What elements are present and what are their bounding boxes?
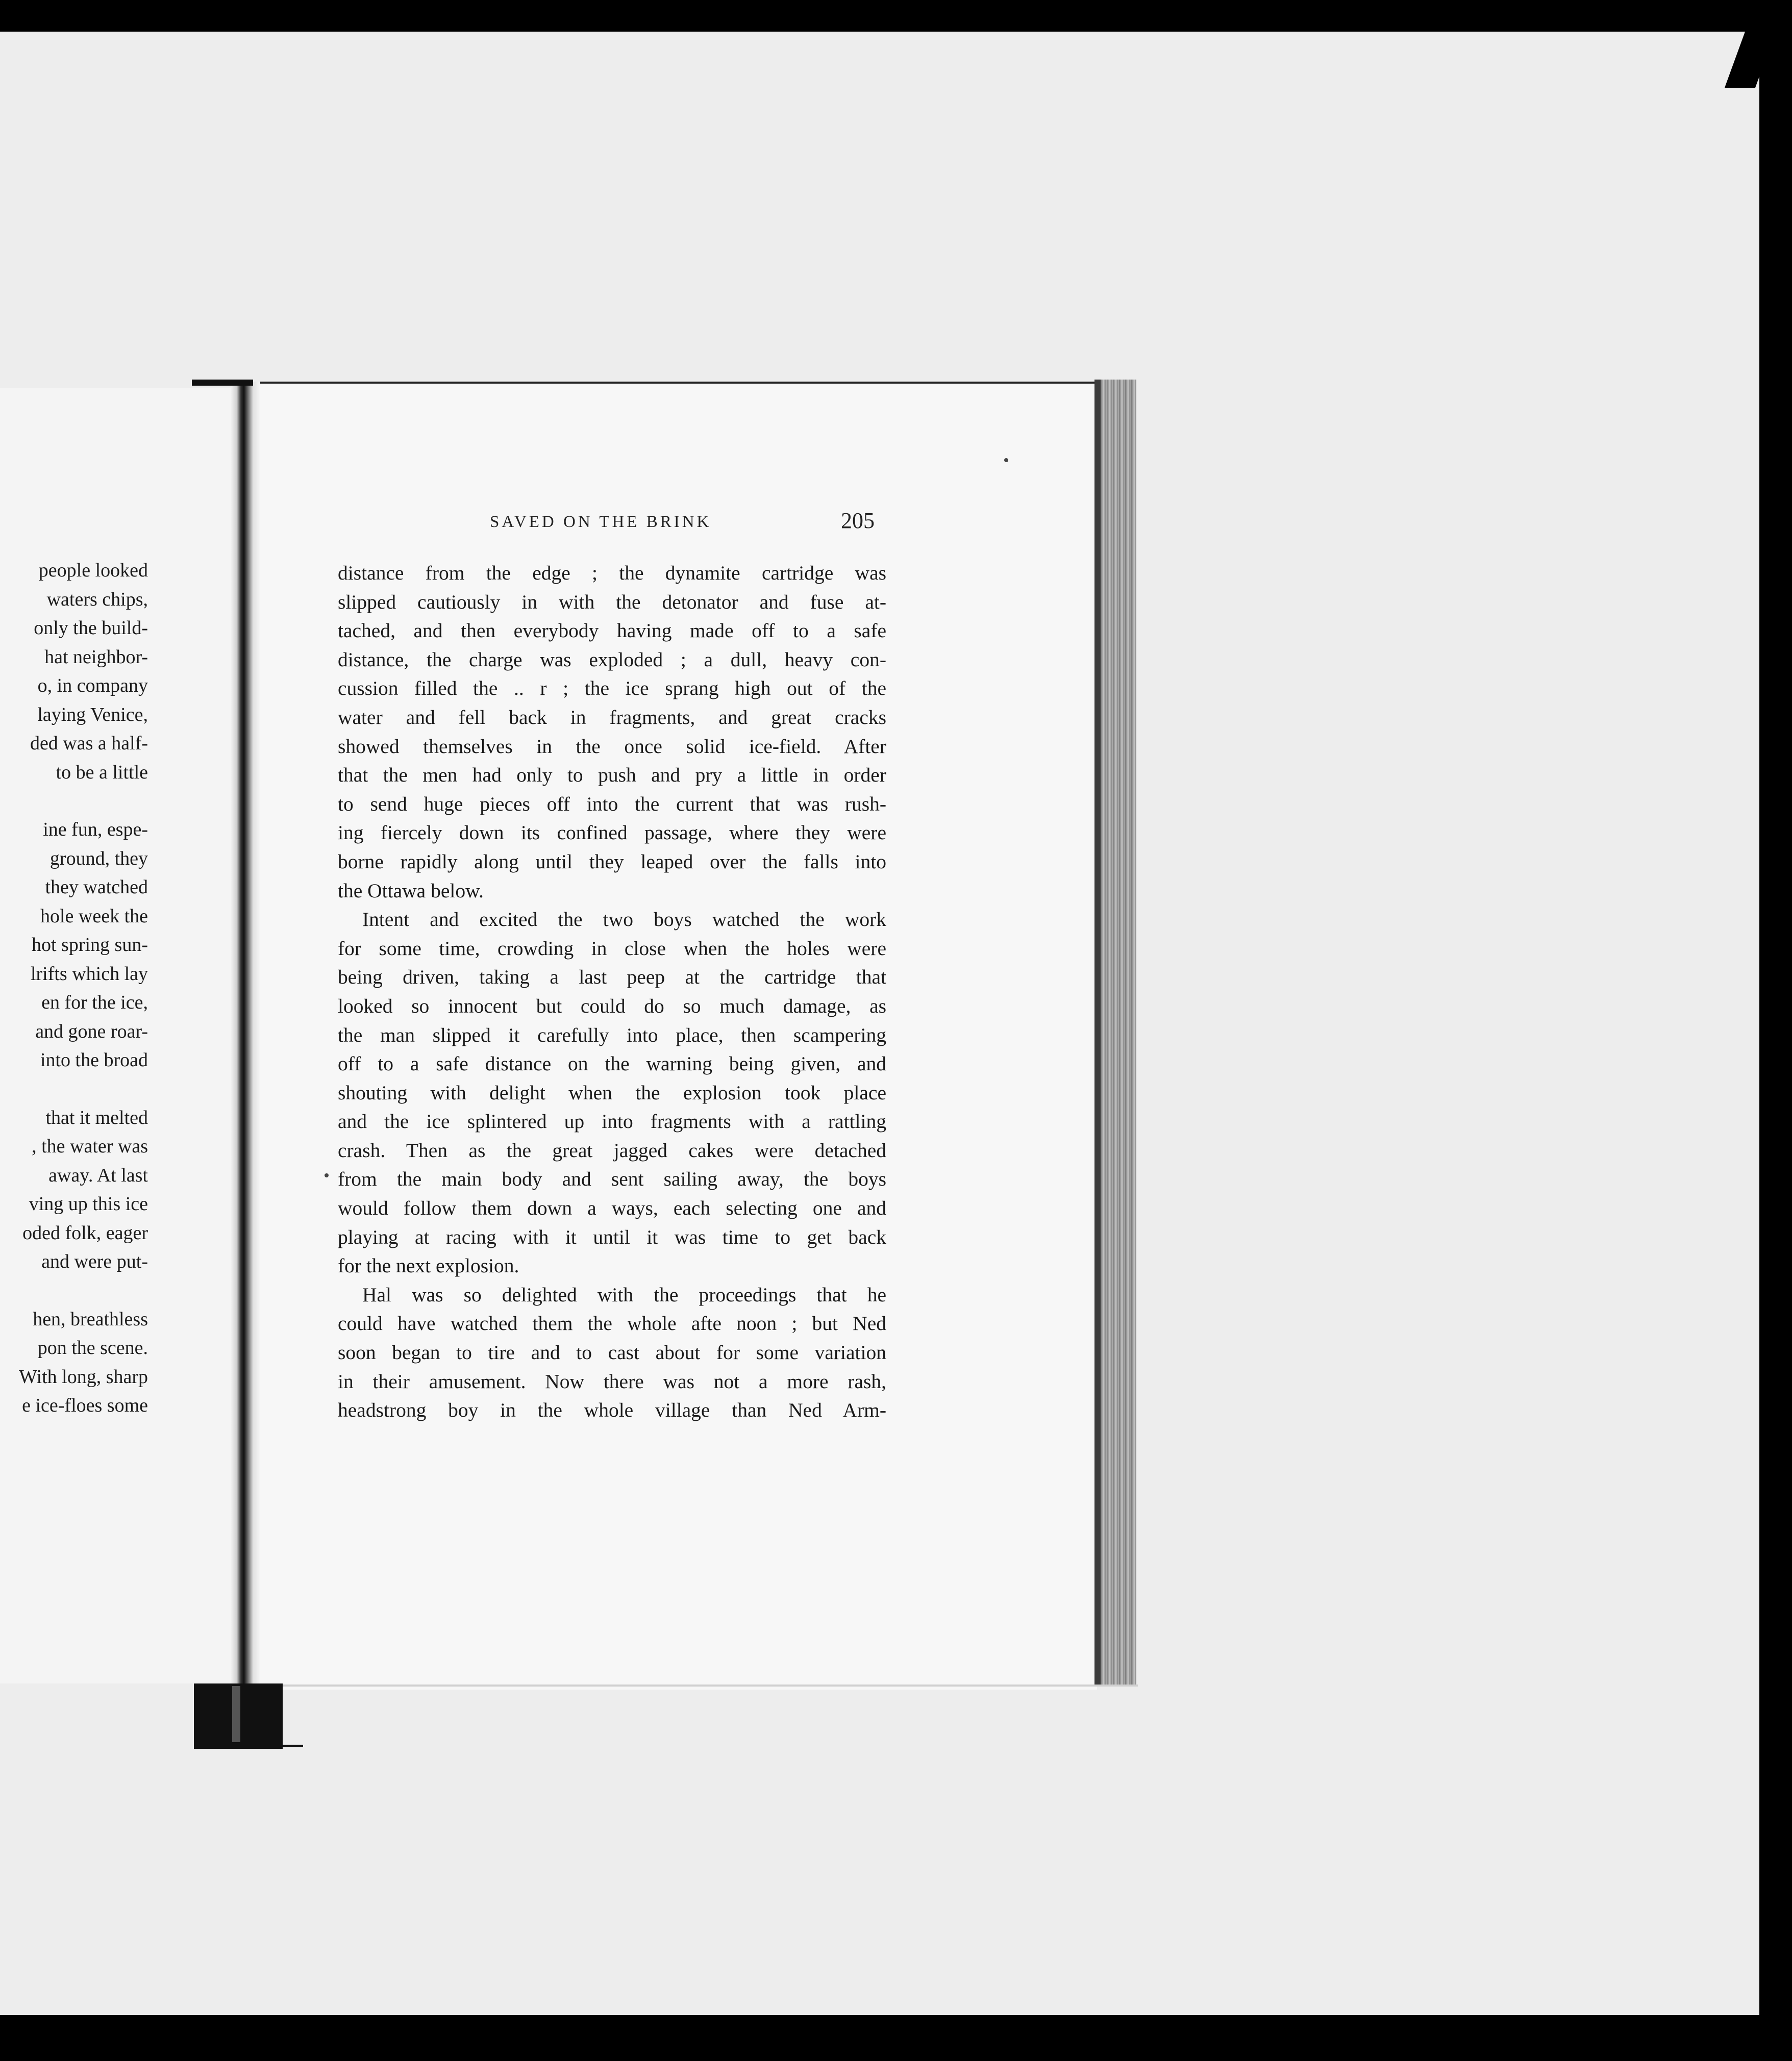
text-line: Hal was so delighted with the proceedings that he [362,1283,886,1306]
text-line: slipped cautiously in with the detonator and fuse at- [338,590,886,613]
text-line: for the next explosion. [338,1254,519,1277]
text-line: en for the ice, [41,992,148,1013]
text-line: crash. Then as the great jagged cakes were detached [338,1139,886,1162]
paragraph-gap [0,787,148,815]
text-line: hole week the [40,905,148,927]
gutter-cap [192,380,253,386]
text-line: in their amusement. Now there was not a more rash, [338,1370,886,1393]
text-line: people looked [38,560,148,581]
running-head: SAVED ON THE BRINK [490,513,712,531]
text-line: that it melted [45,1107,148,1128]
text-line: distance from the edge ; the dynamite cartridge was [338,562,886,584]
text-line: shouting with delight when the explosion took place [338,1081,886,1104]
text-line: could have watched them the whole afte noon ; but Ned [338,1312,886,1335]
text-line: Intent and excited the two boys watched the work [362,908,886,931]
text-line: lrifts which lay [30,963,148,985]
text-line: and were put- [41,1251,148,1272]
text-line: e ice-floes some [22,1395,148,1416]
text-line: only the build- [34,617,148,639]
text-line: cussion filled the .. r ; the ice sprang high out of the [338,677,886,700]
text-line: ing fiercely down its confined passage, where they were [338,821,886,844]
text-line: the Ottawa below. [338,879,484,902]
text-line: borne rapidly along until they leaped over the falls into [338,850,886,873]
book-gutter [231,382,260,1688]
text-line: for some time, crowding in close when the holes were [338,937,886,960]
text-line: o, in company [37,675,148,696]
text-line: would follow them down a ways, each selecting one and [338,1197,886,1220]
paragraph-gap [0,1276,148,1305]
spine-clamp-edge [283,1745,303,1747]
spine-clamp-highlight [232,1686,240,1742]
text-line: pon the scene. [37,1337,148,1359]
text-line: showed themselves in the once solid ice-field. After [338,735,886,758]
text-line: from the main body and sent sailing away, the boys [338,1168,886,1191]
text-line: ving up this ice [29,1193,148,1215]
page-edges [1094,380,1136,1687]
body-text [338,559,886,1425]
page-bottom-edge [255,1685,1138,1687]
text-line: to send huge pieces off into the current that was rush- [338,792,886,815]
text-line: With long, sharp [19,1366,148,1388]
text-line: hat neighbor- [44,646,148,668]
text-line: off to a safe distance on the warning being given, and [338,1052,886,1075]
text-line: to be a little [56,761,148,783]
left-page-text [0,556,148,1420]
text-line: playing at racing with it until it was time to get back [338,1225,886,1248]
text-line: , the water was [32,1136,148,1157]
text-line: looked so innocent but could do so much damage, as [338,994,886,1017]
text-line: headstrong boy in the whole village than Ned Arm- [338,1399,886,1422]
text-line: away. At last [48,1164,148,1186]
text-line: tached, and then everybody having made off to a safe [338,619,886,642]
scan-top-border [0,0,1792,32]
text-line: and gone roar- [35,1020,148,1042]
text-line: soon began to tire and to cast about for some variation [338,1341,886,1364]
scan-bottom-border [0,2015,1792,2061]
text-line: into the broad [40,1049,148,1071]
paragraph-gap [0,1075,148,1103]
text-line: water and fell back in fragments, and great cracks [338,706,886,728]
text-line: laying Venice, [37,703,148,725]
text-line: distance, the charge was exploded ; a dull, heavy con- [338,648,886,671]
text-line: they watched [45,876,148,898]
text-line: the man slipped it carefully into place, then scampering [338,1023,886,1046]
page-number: 205 [841,508,875,533]
text-line: ine fun, espe- [43,819,148,840]
scan-right-border [1759,32,1792,2015]
text-line: waters chips, [46,588,148,610]
text-line: hot spring sun- [32,934,148,956]
scan-speck [1004,458,1008,462]
text-line: oded folk, eager [22,1222,148,1244]
text-line: ded was a half- [30,733,148,754]
text-line: hen, breathless [33,1308,148,1330]
text-line: ground, they [49,847,148,869]
text-line: and the ice splintered up into fragments with a rattling [338,1110,886,1133]
text-line: being driven, taking a last peep at the cartridge that [338,966,886,989]
scan-speck [325,1173,329,1177]
text-line: that the men had only to push and pry a little in order [338,764,886,787]
